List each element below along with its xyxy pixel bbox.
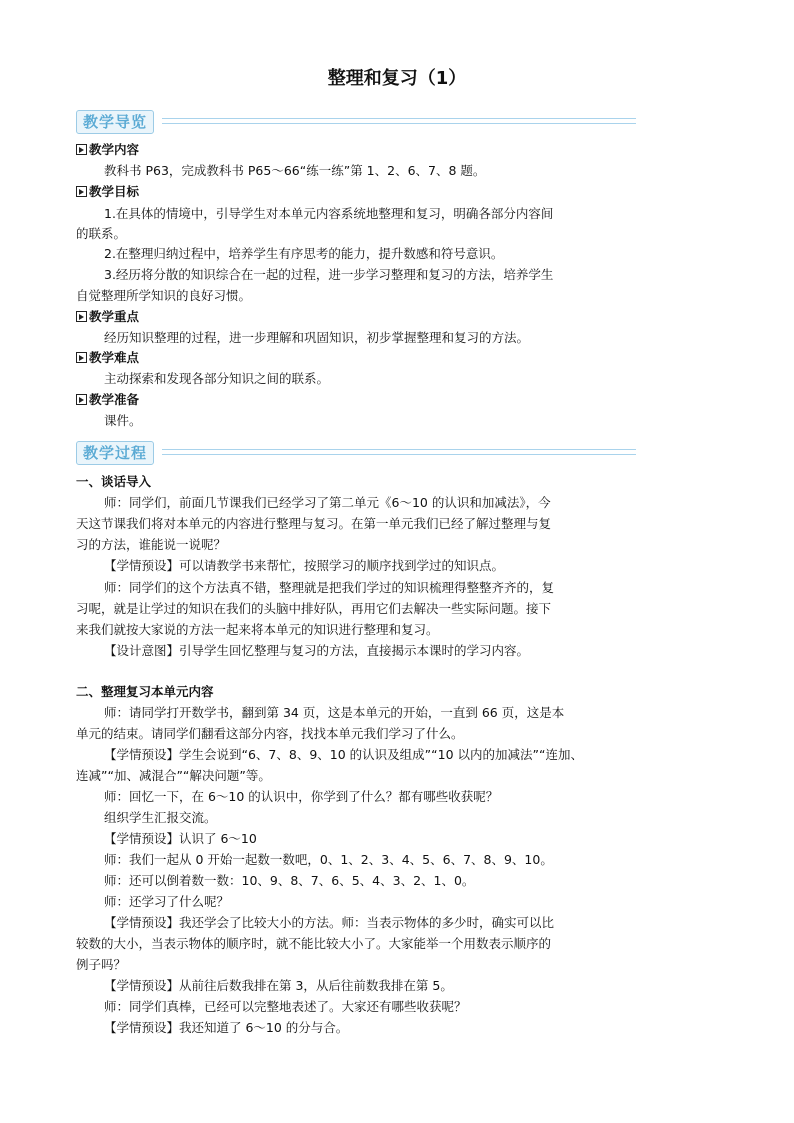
paragraph-line: 师：同学们，前面几节课我们已经学习了第二单元《6～10 的认识和加减法》，今 xyxy=(104,495,551,510)
content-text: 教科书 P63，完成教科书 P65～66“练一练”第 1、2、6、7、8 题。 xyxy=(104,163,486,178)
section-2-heading: 二、整理复习本单元内容 xyxy=(76,684,214,699)
paragraph-line: 【学情预设】学生会说到“6、7、8、9、10 的认识及组成”“10 以内的加减法”“连加、 xyxy=(104,747,583,762)
goals-heading: 教学目标 xyxy=(76,183,139,201)
content-heading: 教学内容 xyxy=(76,141,139,159)
goal-1-line-1: 1.在具体的情境中，引导学生对本单元内容系统地整理和复习，明确各部分内容间 xyxy=(104,206,554,221)
goal-1-line-2: 的联系。 xyxy=(76,226,127,241)
design-intent: 【设计意图】引导学生回忆整理与复习的方法，直接揭示本课时的学习内容。 xyxy=(104,643,530,658)
play-bullet-icon xyxy=(76,144,87,155)
paragraph-line: 连减”“加、减混合”“解决问题”等。 xyxy=(76,768,271,783)
play-bullet-icon xyxy=(76,311,87,322)
paragraph-line: 【学情预设】认识了 6～10 xyxy=(104,831,257,846)
process-banner-label: 教学过程 xyxy=(76,441,154,465)
difficulty-text: 主动探索和发现各部分知识之间的联系。 xyxy=(104,371,330,386)
paragraph-line: 较数的大小，当表示物体的顺序时，就不能比较大小了。大家能举一个用数表示顺序的 xyxy=(76,936,552,951)
paragraph-line: 天这节课我们将对本单元的内容进行整理与复习。在第一单元我们已经了解过整理与复 xyxy=(76,516,552,531)
prep-heading: 教学准备 xyxy=(76,391,139,409)
paragraph-line: 师：我们一起从 0 开始一起数一数吧，0、1、2、3、4、5、6、7、8、9、10。 xyxy=(104,852,553,867)
banner-divider xyxy=(162,118,636,124)
paragraph-line: 师：同学们真棒，已经可以完整地表述了。大家还有哪些收获呢？ xyxy=(104,999,467,1014)
paragraph-line: 组织学生汇报交流。 xyxy=(104,810,217,825)
page-title: 整理和复习（1） xyxy=(327,68,467,89)
play-bullet-icon xyxy=(76,394,87,405)
paragraph-line: 【学情预设】我还知道了 6～10 的分与合。 xyxy=(104,1020,349,1035)
guide-banner xyxy=(76,110,636,134)
play-bullet-icon xyxy=(76,352,87,363)
paragraph-line: 师：还可以倒着数一数：10、9、8、7、6、5、4、3、2、1、0。 xyxy=(104,873,475,888)
paragraph-line: 师：同学们的这个方法真不错，整理就是把我们学过的知识梳理得整整齐齐的，复 xyxy=(104,580,555,595)
process-banner xyxy=(76,441,636,465)
key-text: 经历知识整理的过程，进一步理解和巩固知识，初步掌握整理和复习的方法。 xyxy=(104,330,530,345)
section-1-heading: 一、谈话导入 xyxy=(76,474,152,489)
paragraph-line: 【学情预设】可以请教学书来帮忙，按照学习的顺序找到学过的知识点。 xyxy=(104,558,505,573)
banner-divider xyxy=(162,449,636,455)
paragraph-line: 例子吗？ xyxy=(76,957,127,972)
goal-2: 2.在整理归纳过程中，培养学生有序思考的能力，提升数感和符号意识。 xyxy=(104,246,504,261)
goal-3-line-2: 自觉整理所学知识的良好习惯。 xyxy=(76,288,252,303)
paragraph-line: 师：请同学打开数学书，翻到第 34 页，这是本单元的开始，一直到 66 页，这是本 xyxy=(104,705,565,720)
paragraph-line: 【学情预设】从前往后数我排在第 3，从后往前数我排在第 5。 xyxy=(104,978,453,993)
paragraph-line: 【学情预设】我还学会了比较大小的方法。师：当表示物体的多少时，确实可以比 xyxy=(104,915,555,930)
difficulty-heading: 教学难点 xyxy=(76,349,139,367)
paragraph-line: 单元的结束。请同学们翻看这部分内容，找找本单元我们学习了什么。 xyxy=(76,726,464,741)
key-heading: 教学重点 xyxy=(76,308,139,326)
paragraph-line: 来我们就按大家说的方法一起来将本单元的知识进行整理和复习。 xyxy=(76,622,439,637)
prep-text: 课件。 xyxy=(104,413,142,428)
guide-banner-label: 教学导览 xyxy=(76,110,154,134)
paragraph-line: 师：还学习了什么呢？ xyxy=(104,894,230,909)
paragraph-line: 习呢，就是让学过的知识在我们的头脑中排好队，再用它们去解决一些实际问题。接下 xyxy=(76,601,552,616)
paragraph-line: 师：回忆一下，在 6～10 的认识中，你学到了什么？都有哪些收获呢？ xyxy=(104,789,499,804)
play-bullet-icon xyxy=(76,186,87,197)
paragraph-line: 习的方法，谁能说一说呢？ xyxy=(76,537,227,552)
goal-3-line-1: 3.经历将分散的知识综合在一起的过程，进一步学习整理和复习的方法，培养学生 xyxy=(104,267,554,282)
